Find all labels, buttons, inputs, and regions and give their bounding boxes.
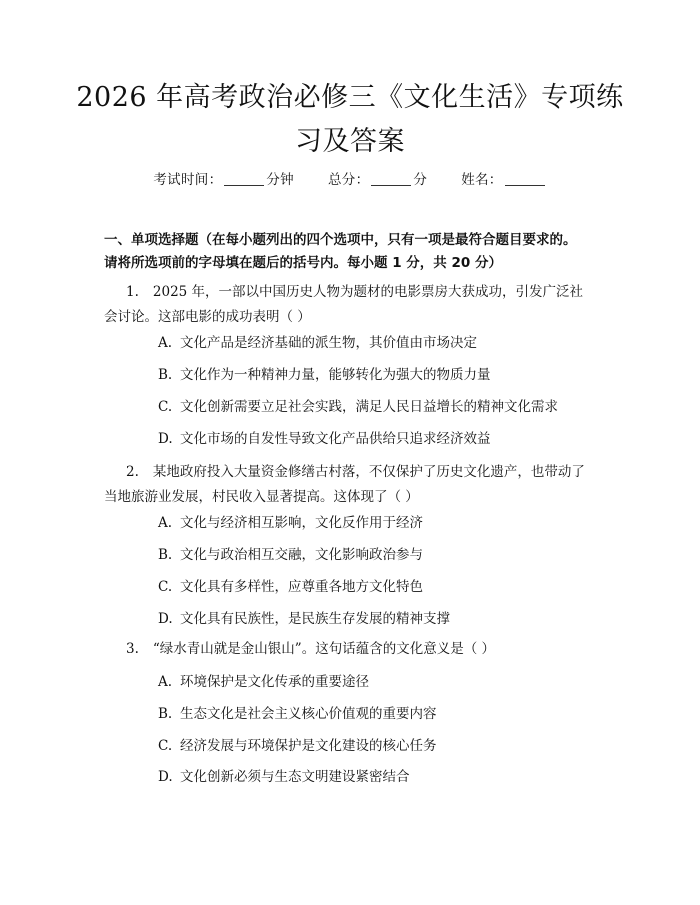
section-heading-line-2: 请将所选项前的字母填在题后的括号内。每小题 1 分，共 20 分） — [104, 255, 502, 271]
score-unit: 分 — [413, 172, 428, 188]
option-text: 文化创新需要立足社会实践，满足人民日益增长的精神文化需求 — [180, 399, 558, 415]
stem-line-2: 当地旅游业发展，村民收入显著提高。这体现了（ ） — [104, 489, 419, 505]
option-letter: C. — [158, 738, 173, 754]
stem-line-1: “绿水青山就是金山银山”。这句话蕴含的文化意义是（ ） — [152, 641, 495, 657]
option-text: 文化与政治相互交融，文化影响政治参与 — [180, 547, 423, 563]
question-1-option-a[interactable] — [158, 333, 618, 353]
option-letter: C. — [158, 399, 173, 415]
question-2-option-b[interactable] — [158, 545, 618, 565]
option-text: 文化具有多样性，应尊重各地方文化特色 — [180, 579, 423, 595]
question-2-option-d[interactable] — [158, 609, 618, 629]
option-text: 经济发展与环境保护是文化建设的核心任务 — [180, 738, 437, 754]
option-text: 文化与经济相互影响，文化反作用于经济 — [180, 515, 423, 531]
section-heading-line-1: 一、单项选择题（在每小题列出的四个选项中，只有一项是最符合题目要求的。 — [104, 232, 577, 248]
document-title — [60, 76, 640, 164]
question-1-option-b[interactable] — [158, 365, 618, 385]
time-blank[interactable] — [224, 171, 264, 186]
time-unit: 分钟 — [266, 172, 294, 188]
option-letter: D. — [158, 611, 173, 627]
question-number: 1. — [126, 284, 139, 300]
option-text: 文化具有民族性，是民族生存发展的精神支撑 — [180, 611, 450, 627]
option-text: 生态文化是社会主义核心价值观的重要内容 — [180, 706, 437, 722]
question-2-option-c[interactable] — [158, 577, 618, 597]
question-2-stem — [104, 460, 604, 510]
question-1-option-d[interactable] — [158, 429, 618, 449]
question-number: 3. — [126, 641, 139, 657]
stem-line-2: 会讨论。这部电影的成功表明（ ） — [104, 309, 311, 325]
option-letter: A. — [158, 335, 173, 351]
option-text: 环境保护是文化传承的重要途径 — [180, 674, 369, 690]
option-letter: B. — [158, 547, 173, 563]
section-heading — [104, 229, 604, 275]
question-1-stem — [104, 280, 604, 330]
title-line-2: 习及答案 — [295, 126, 405, 157]
score-blank[interactable] — [371, 171, 411, 186]
score-label: 总分： — [327, 172, 370, 188]
time-label: 考试时间： — [153, 172, 223, 188]
option-letter: C. — [158, 579, 173, 595]
option-letter: B. — [158, 367, 173, 383]
exam-info-line — [0, 168, 700, 188]
option-text: 文化作为一种精神力量，能够转化为强大的物质力量 — [180, 367, 491, 383]
question-1-option-c[interactable] — [158, 397, 618, 417]
question-3-option-d[interactable] — [158, 767, 618, 787]
option-text: 文化产品是经济基础的派生物，其价值由市场决定 — [180, 335, 477, 351]
question-3-option-c[interactable] — [158, 736, 618, 756]
question-2-option-a[interactable] — [158, 513, 618, 533]
option-letter: D. — [158, 769, 173, 785]
option-letter: B. — [158, 706, 173, 722]
name-label: 姓名： — [461, 172, 503, 188]
option-letter: A. — [158, 674, 173, 690]
name-blank[interactable] — [505, 171, 545, 186]
question-3-stem — [104, 637, 604, 662]
option-letter: D. — [158, 431, 173, 447]
option-letter: A. — [158, 515, 173, 531]
question-3-option-b[interactable] — [158, 704, 618, 724]
title-line-1: 2026 年高考政治必修三《文化生活》专项练 — [76, 82, 624, 113]
stem-line-1: 2025 年，一部以中国历史人物为题材的电影票房大获成功，引发广泛社 — [152, 284, 584, 300]
option-text: 文化市场的自发性导致文化产品供给只追求经济效益 — [180, 431, 491, 447]
option-text: 文化创新必须与生态文明建设紧密结合 — [180, 769, 410, 785]
question-3-option-a[interactable] — [158, 672, 618, 692]
question-number: 2. — [126, 464, 139, 480]
stem-line-1: 某地政府投入大量资金修缮古村落，不仅保护了历史文化遗产，也带动了 — [152, 464, 585, 480]
